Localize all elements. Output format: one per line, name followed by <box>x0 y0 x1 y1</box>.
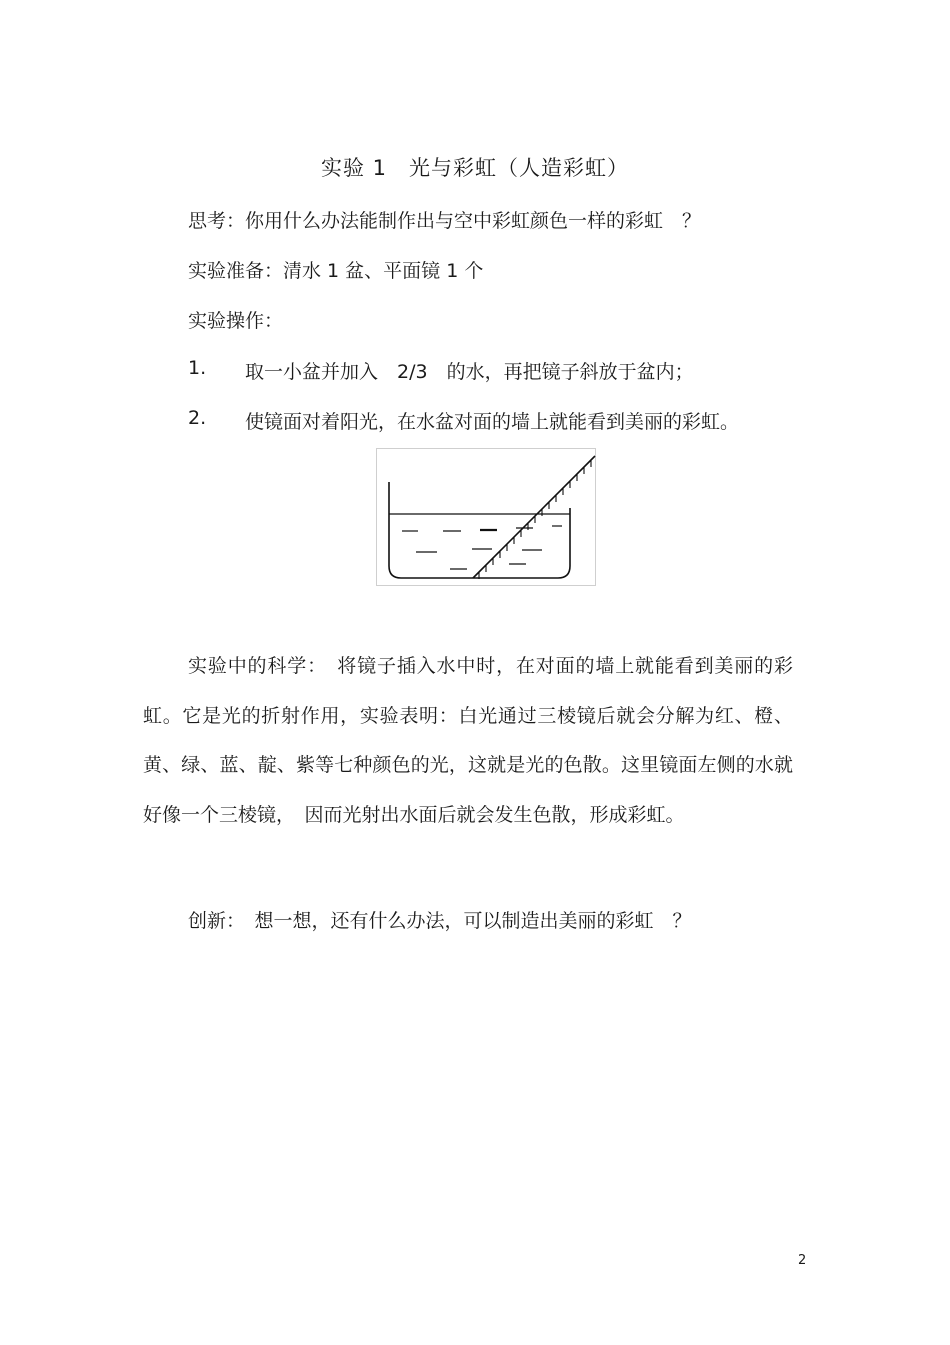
experiment-title: 实验 1 光与彩虹（人造彩虹） <box>320 156 630 180</box>
step-2-number: 2. <box>188 407 207 429</box>
step-1-number: 1. <box>188 357 207 379</box>
operation-label: 实验操作： <box>188 310 284 332</box>
basin-mirror-figure <box>376 448 596 586</box>
innovation-line: 创新： 想一想，还有什么办法，可以制造出美丽的彩虹 ？ <box>188 910 692 932</box>
think-question: 思考：你用什么办法能制作出与空中彩虹颜色一样的彩虹 ？ <box>188 210 702 232</box>
preparation-line: 实验准备：清水 1 盆、平面镜 1 个 <box>188 260 484 282</box>
step-2-text: 使镜面对着阳光，在水盆对面的墙上就能看到美丽的彩虹。 <box>245 411 740 433</box>
science-paragraph: 实验中的科学： 将镜子插入水中时，在对面的墙上就能看到美丽的彩虹。它是光的折射作用，实验表明：白光通过三棱镜后就会分解为红、橙、黄、绿、蓝、靛、紫等七种颜色的光，这就是光的色散。这里镜面左侧的水就好像一个三棱镜， 因而光射出水面后就会发生色散，形成彩虹。 <box>143 655 793 826</box>
step-1-text: 取一小盆并加入 2/3 的水，再把镜子斜放于盆内； <box>245 361 694 383</box>
page-number: 2 <box>798 1253 807 1268</box>
